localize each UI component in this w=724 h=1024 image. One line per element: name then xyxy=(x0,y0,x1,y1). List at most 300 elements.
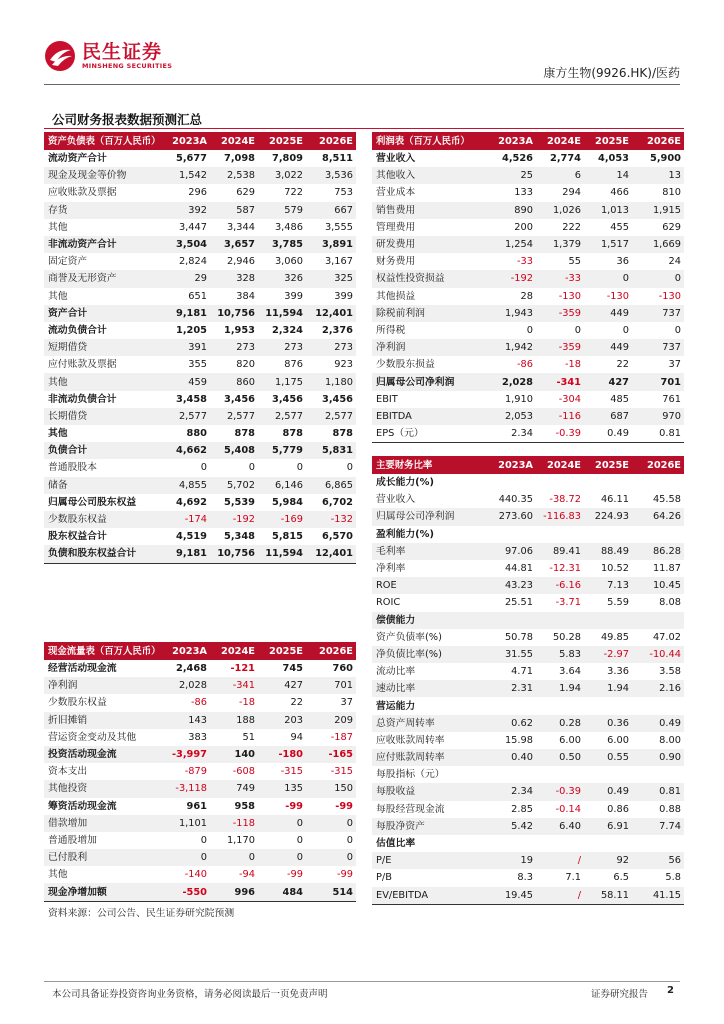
value-cell: 687 xyxy=(584,408,632,425)
value-cell: -3,118 xyxy=(162,780,210,797)
value-cell: -132 xyxy=(306,511,356,528)
value-cell: 392 xyxy=(162,202,210,219)
table-row xyxy=(372,543,684,560)
value-cell: 0.36 xyxy=(584,715,632,732)
value-cell: 28 xyxy=(520,290,533,302)
financial-ratios-table xyxy=(372,456,684,905)
value-cell: 2.34 xyxy=(486,783,536,800)
value-cell: 876 xyxy=(284,359,303,371)
value-cell: -12.31 xyxy=(549,563,581,575)
value-cell: 5,408 xyxy=(210,442,258,459)
value-cell: 0 xyxy=(632,270,684,287)
year-header: 2023A xyxy=(486,132,536,150)
value-cell: 629 xyxy=(236,187,255,199)
value-cell: 11,594 xyxy=(258,305,306,322)
value-cell: 37 xyxy=(668,359,681,371)
row-label: 偿债能力 xyxy=(372,612,486,629)
table-row xyxy=(44,167,356,184)
row-label: 已付股利 xyxy=(44,849,162,866)
row-label: 非流动资产合计 xyxy=(44,236,162,253)
value-cell: 1,205 xyxy=(176,324,207,336)
table-row xyxy=(44,528,356,545)
value-cell: -180 xyxy=(258,746,306,763)
value-cell: 629 xyxy=(662,221,681,233)
value-cell: 133 xyxy=(514,187,533,199)
value-cell: 64.26 xyxy=(632,508,684,525)
row-label: 营运资金变动及其他 xyxy=(48,731,137,743)
value-cell: 1,026 xyxy=(536,202,584,219)
value-cell: 6,146 xyxy=(258,477,306,494)
value-cell: -165 xyxy=(306,746,356,763)
row-label: 现金净增加额 xyxy=(44,883,162,901)
row-label: 每股收益 xyxy=(372,783,486,800)
value-cell: 24 xyxy=(668,256,681,268)
value-cell: 94 xyxy=(290,731,303,743)
value-cell: -33 xyxy=(536,270,584,287)
value-cell: 5,900 xyxy=(650,153,681,165)
row-label: 每股经营现金流 xyxy=(376,803,445,815)
value-cell: 0.40 xyxy=(486,749,536,766)
value-cell xyxy=(632,526,684,543)
value-cell: 996 xyxy=(210,883,258,901)
row-label: ROE xyxy=(372,577,486,594)
table-row xyxy=(372,749,684,766)
table-row xyxy=(44,677,356,694)
value-cell: 878 xyxy=(332,428,353,440)
cash-flow-table xyxy=(44,642,356,902)
value-cell: 923 xyxy=(334,359,353,371)
value-cell: 961 xyxy=(186,800,207,812)
value-cell: 2,028 xyxy=(486,373,536,390)
row-label: 销售费用 xyxy=(372,202,486,219)
value-cell: 737 xyxy=(632,305,684,322)
value-cell: -341 xyxy=(210,677,258,694)
row-label: 少数股东权益 xyxy=(48,697,107,709)
value-cell: 455 xyxy=(610,221,629,233)
value-cell: 0.62 xyxy=(486,715,536,732)
value-cell: 2,577 xyxy=(258,408,306,425)
row-label: EPS（元） xyxy=(372,425,486,443)
value-cell: 484 xyxy=(258,883,306,901)
value-cell xyxy=(486,835,536,852)
value-cell xyxy=(536,766,584,783)
value-cell: 19.45 xyxy=(486,887,536,905)
value-cell: 273.60 xyxy=(486,508,536,525)
value-cell: 0 xyxy=(622,324,629,336)
table-row xyxy=(44,253,356,270)
value-cell xyxy=(486,766,536,783)
value-cell: 1,180 xyxy=(306,373,356,390)
value-cell: -99 xyxy=(335,800,353,812)
value-cell: -315 xyxy=(280,766,303,778)
value-cell: 701 xyxy=(306,677,356,694)
value-cell: 273 xyxy=(210,339,258,356)
value-cell: 3,536 xyxy=(306,167,356,184)
value-cell: -99 xyxy=(336,869,353,881)
year-header: 2024E xyxy=(210,132,258,150)
value-cell: 6.91 xyxy=(584,818,632,835)
value-cell: -130 xyxy=(658,290,681,302)
value-cell: 92 xyxy=(584,852,632,869)
table-row xyxy=(44,219,356,236)
value-cell: 224.93 xyxy=(584,508,632,525)
value-cell: 1,943 xyxy=(486,305,536,322)
value-cell: 1,175 xyxy=(258,373,306,390)
value-cell: 4,662 xyxy=(162,442,210,459)
value-cell: 391 xyxy=(162,339,210,356)
value-cell: 2,028 xyxy=(162,677,210,694)
value-cell: 12,401 xyxy=(306,545,356,563)
value-cell: 1,101 xyxy=(162,815,210,832)
row-label: 其他 xyxy=(48,290,68,302)
table-row xyxy=(372,766,684,783)
table-row xyxy=(44,729,356,746)
value-cell: 4,053 xyxy=(598,153,629,165)
value-cell: 459 xyxy=(162,373,210,390)
row-label: 营业成本 xyxy=(376,187,416,199)
row-label: 存货 xyxy=(44,202,162,219)
value-cell: 384 xyxy=(236,290,255,302)
row-label: 净利润 xyxy=(372,339,486,356)
value-cell: 188 xyxy=(210,712,258,729)
year-header: 2023A xyxy=(162,132,210,150)
value-cell: 140 xyxy=(210,746,258,763)
row-label: 其他 xyxy=(48,428,68,440)
value-cell: -3,997 xyxy=(162,746,210,763)
value-cell: 970 xyxy=(632,408,684,425)
value-cell: 10.45 xyxy=(632,577,684,594)
value-cell: 31.55 xyxy=(486,646,536,663)
table-row xyxy=(372,869,684,886)
year-header: 2025E xyxy=(584,132,632,150)
minsheng-logo-icon xyxy=(44,40,76,72)
value-cell: 4,855 xyxy=(162,477,210,494)
value-cell: 878 xyxy=(282,428,303,440)
table-row xyxy=(372,339,684,356)
value-cell: 55 xyxy=(568,256,581,268)
value-cell: 667 xyxy=(306,202,356,219)
value-cell: -33 xyxy=(516,256,533,268)
value-cell: 135 xyxy=(258,780,306,797)
value-cell: 2.34 xyxy=(486,425,536,443)
value-cell xyxy=(486,697,536,714)
value-cell: 878 xyxy=(234,428,255,440)
value-cell: 29 xyxy=(162,270,210,287)
value-cell: -0.39 xyxy=(536,425,584,443)
row-label: 归属母公司净利润 xyxy=(372,508,486,525)
value-cell: 0.49 xyxy=(632,715,684,732)
value-cell: 11.87 xyxy=(652,563,681,575)
value-cell: -187 xyxy=(330,731,353,743)
value-cell xyxy=(584,835,632,852)
value-cell: 6.5 xyxy=(613,872,629,884)
row-label: 除税前利润 xyxy=(372,305,486,322)
value-cell: 587 xyxy=(210,202,258,219)
logo-english-name: MINSHENG SECURITIES xyxy=(82,62,173,70)
value-cell: 2,577 xyxy=(162,408,210,425)
value-cell: 0.90 xyxy=(632,749,684,766)
value-cell: 47.02 xyxy=(652,631,681,643)
value-cell: 56 xyxy=(632,852,684,869)
value-cell: 5,539 xyxy=(224,496,255,508)
value-cell: 860 xyxy=(210,373,258,390)
value-cell: 5,815 xyxy=(272,531,303,543)
value-cell xyxy=(536,526,584,543)
row-label: 总资产周转率 xyxy=(372,715,486,732)
table-row xyxy=(372,732,684,749)
value-cell: 0.86 xyxy=(607,803,629,815)
table-row xyxy=(44,763,356,780)
table-header-row xyxy=(44,132,356,150)
value-cell: -10.44 xyxy=(632,646,684,663)
value-cell: 200 xyxy=(514,221,533,233)
value-cell: 6.00 xyxy=(559,734,581,746)
value-cell: -304 xyxy=(558,393,581,405)
table-row xyxy=(44,322,356,339)
value-cell: 3,060 xyxy=(274,256,303,268)
table-row xyxy=(44,660,356,677)
balance-sheet-table xyxy=(44,132,356,564)
value-cell: 0.49 xyxy=(584,783,632,800)
value-cell: 0.50 xyxy=(536,749,584,766)
value-cell xyxy=(632,835,684,852)
row-label: 股东权益合计 xyxy=(48,531,107,543)
value-cell xyxy=(632,766,684,783)
row-label: 普通股股本 xyxy=(48,462,97,474)
value-cell: 3,456 xyxy=(224,393,255,405)
value-cell: 3,458 xyxy=(176,393,207,405)
table-row xyxy=(44,442,356,459)
value-cell: 1.94 xyxy=(536,680,584,697)
value-cell: 5,702 xyxy=(210,477,258,494)
row-label: 储备 xyxy=(44,477,162,494)
year-header: 2025E xyxy=(258,132,306,150)
row-label: 营运能力 xyxy=(376,700,416,712)
section-title: 公司财务报表数据预测汇总 xyxy=(52,112,203,127)
value-cell: 0 xyxy=(346,834,353,846)
row-label: 所得税 xyxy=(376,324,406,336)
row-label: 营业收入 xyxy=(376,153,416,165)
row-label: 其他投资 xyxy=(44,780,162,797)
table-row xyxy=(372,356,684,373)
row-label: 其他 xyxy=(48,869,68,881)
value-cell xyxy=(632,474,684,491)
value-cell: -121 xyxy=(230,663,255,675)
footer-divider xyxy=(44,981,680,982)
page-number: 2 xyxy=(667,985,674,996)
value-cell: 4,692 xyxy=(176,496,207,508)
value-cell: 22 xyxy=(616,359,629,371)
row-label: EV/EBITDA xyxy=(372,887,486,905)
value-cell: 25.51 xyxy=(504,597,533,609)
table-row xyxy=(372,646,684,663)
row-label: 财务费用 xyxy=(376,256,416,268)
value-cell xyxy=(584,526,632,543)
value-cell: -86 xyxy=(190,697,207,709)
table-row xyxy=(372,167,684,184)
value-cell: 651 xyxy=(188,290,207,302)
value-cell: -550 xyxy=(162,883,210,901)
row-label: 速动比率 xyxy=(372,680,486,697)
value-cell: -0.39 xyxy=(536,783,584,800)
value-cell: -169 xyxy=(258,511,306,528)
value-cell: 3,785 xyxy=(258,236,306,253)
row-label: 资产负债率(%) xyxy=(376,631,442,643)
minsheng-logo xyxy=(44,40,172,72)
table-row xyxy=(372,697,684,714)
table-row xyxy=(44,883,356,901)
value-cell: 13 xyxy=(632,167,684,184)
row-label: 少数股东权益 xyxy=(44,511,162,528)
value-cell xyxy=(632,612,684,629)
value-cell: 0 xyxy=(296,462,303,474)
value-cell: 0 xyxy=(584,270,632,287)
table-row xyxy=(372,508,684,525)
value-cell: 7.13 xyxy=(584,577,632,594)
value-cell: 0 xyxy=(162,849,210,866)
value-cell: 2,053 xyxy=(486,408,536,425)
value-cell: 7,809 xyxy=(272,153,303,165)
value-cell: 9,181 xyxy=(162,305,210,322)
value-cell: -879 xyxy=(184,766,207,778)
value-cell: 11,594 xyxy=(258,545,306,563)
value-cell xyxy=(584,766,632,783)
value-cell xyxy=(486,526,536,543)
company-ticker: 康方生物(9926.HK)/医药 xyxy=(543,66,680,80)
row-label: 净利润 xyxy=(44,677,162,694)
value-cell: 150 xyxy=(306,780,356,797)
value-cell: 50.28 xyxy=(552,631,581,643)
year-header: 2024E xyxy=(536,132,584,150)
value-cell: -86 xyxy=(516,359,533,371)
row-label: 其他 xyxy=(48,221,68,233)
table-row xyxy=(372,322,684,339)
value-cell: 296 xyxy=(188,187,207,199)
table-title: 资产负债表（百万人民币） xyxy=(44,132,162,150)
year-header: 2025E xyxy=(258,642,306,660)
row-label: EBIT xyxy=(376,393,398,405)
row-label: 归属母公司股东权益 xyxy=(48,496,137,508)
value-cell: 10,756 xyxy=(210,545,258,563)
table-row xyxy=(44,339,356,356)
table-row xyxy=(372,474,684,491)
table-title: 现金流量表（百万人民币） xyxy=(44,642,162,660)
value-cell: 3,456 xyxy=(322,393,353,405)
table-row xyxy=(372,373,684,390)
row-label: 投资活动现金流 xyxy=(44,746,162,763)
table-row xyxy=(372,783,684,800)
value-cell: 958 xyxy=(234,800,255,812)
value-cell: 2.85 xyxy=(511,803,533,815)
value-cell: 0.28 xyxy=(536,715,584,732)
value-cell: -99 xyxy=(286,869,303,881)
row-label: 经营活动现金流 xyxy=(48,663,117,675)
value-cell: 49.85 xyxy=(600,631,629,643)
row-label: P/B xyxy=(376,872,392,884)
logo-chinese-name: 民生证券 xyxy=(82,41,163,63)
table-row xyxy=(44,494,356,511)
value-cell: / xyxy=(536,852,584,869)
row-label: 现金及现金等价物 xyxy=(44,167,162,184)
value-cell: 3,555 xyxy=(324,221,353,233)
table-row xyxy=(44,832,356,849)
table-row xyxy=(372,305,684,322)
value-cell: -116.83 xyxy=(536,508,584,525)
value-cell: -174 xyxy=(162,511,210,528)
value-cell: 5,677 xyxy=(176,153,207,165)
table-row xyxy=(44,815,356,832)
value-cell: 8.00 xyxy=(659,734,681,746)
value-cell: 2.16 xyxy=(632,680,684,697)
row-label: 其他收入 xyxy=(372,167,486,184)
value-cell: 86.28 xyxy=(632,543,684,560)
value-cell: 6.40 xyxy=(536,818,584,835)
value-cell: 2,376 xyxy=(322,324,353,336)
table-row xyxy=(44,477,356,494)
value-cell: 2,538 xyxy=(210,167,258,184)
row-label: 其他 xyxy=(44,373,162,390)
value-cell: 399 xyxy=(284,290,303,302)
value-cell: 273 xyxy=(306,339,356,356)
value-cell: 273 xyxy=(258,339,306,356)
value-cell: 0 xyxy=(526,324,533,336)
table-row xyxy=(44,150,356,167)
value-cell: 0 xyxy=(574,324,581,336)
value-cell xyxy=(536,474,584,491)
data-source-note: 资料来源：公司公告、民生证券研究院预测 xyxy=(48,908,235,919)
row-label: 借款增加 xyxy=(44,815,162,832)
table-row xyxy=(372,425,684,443)
value-cell: 2,468 xyxy=(176,663,207,675)
value-cell: 449 xyxy=(584,339,632,356)
year-header: 2024E xyxy=(536,456,584,474)
table-header-row xyxy=(44,642,356,660)
value-cell: 749 xyxy=(210,780,258,797)
value-cell: 5,348 xyxy=(224,531,255,543)
value-cell: 3,022 xyxy=(258,167,306,184)
table-row xyxy=(372,184,684,201)
value-cell: 58.11 xyxy=(584,887,632,905)
value-cell: 1,170 xyxy=(226,834,255,846)
value-cell: 44.81 xyxy=(504,563,533,575)
value-cell: 383 xyxy=(188,731,207,743)
table-row xyxy=(372,663,684,680)
value-cell: 485 xyxy=(610,393,629,405)
row-label: 应付账款周转率 xyxy=(372,749,486,766)
value-cell: 3.36 xyxy=(607,666,629,678)
value-cell: 8,511 xyxy=(322,153,353,165)
table-row xyxy=(372,491,684,508)
table-title: 利润表（百万人民币） xyxy=(372,132,486,150)
value-cell: 701 xyxy=(632,373,684,390)
row-label: P/E xyxy=(372,852,486,869)
table-row xyxy=(372,270,684,287)
table-row xyxy=(372,236,684,253)
year-header: 2023A xyxy=(486,456,536,474)
value-cell: 0 xyxy=(674,324,681,336)
value-cell: 1,379 xyxy=(536,236,584,253)
table-row xyxy=(372,391,684,408)
income-statement-table xyxy=(372,132,684,443)
value-cell: 3,456 xyxy=(272,393,303,405)
value-cell: -359 xyxy=(536,305,584,322)
value-cell: 5,831 xyxy=(306,442,356,459)
value-cell: 7,098 xyxy=(224,153,255,165)
value-cell: 89.41 xyxy=(536,543,584,560)
value-cell: 325 xyxy=(306,270,356,287)
table-row xyxy=(372,852,684,869)
value-cell: -6.16 xyxy=(536,577,584,594)
